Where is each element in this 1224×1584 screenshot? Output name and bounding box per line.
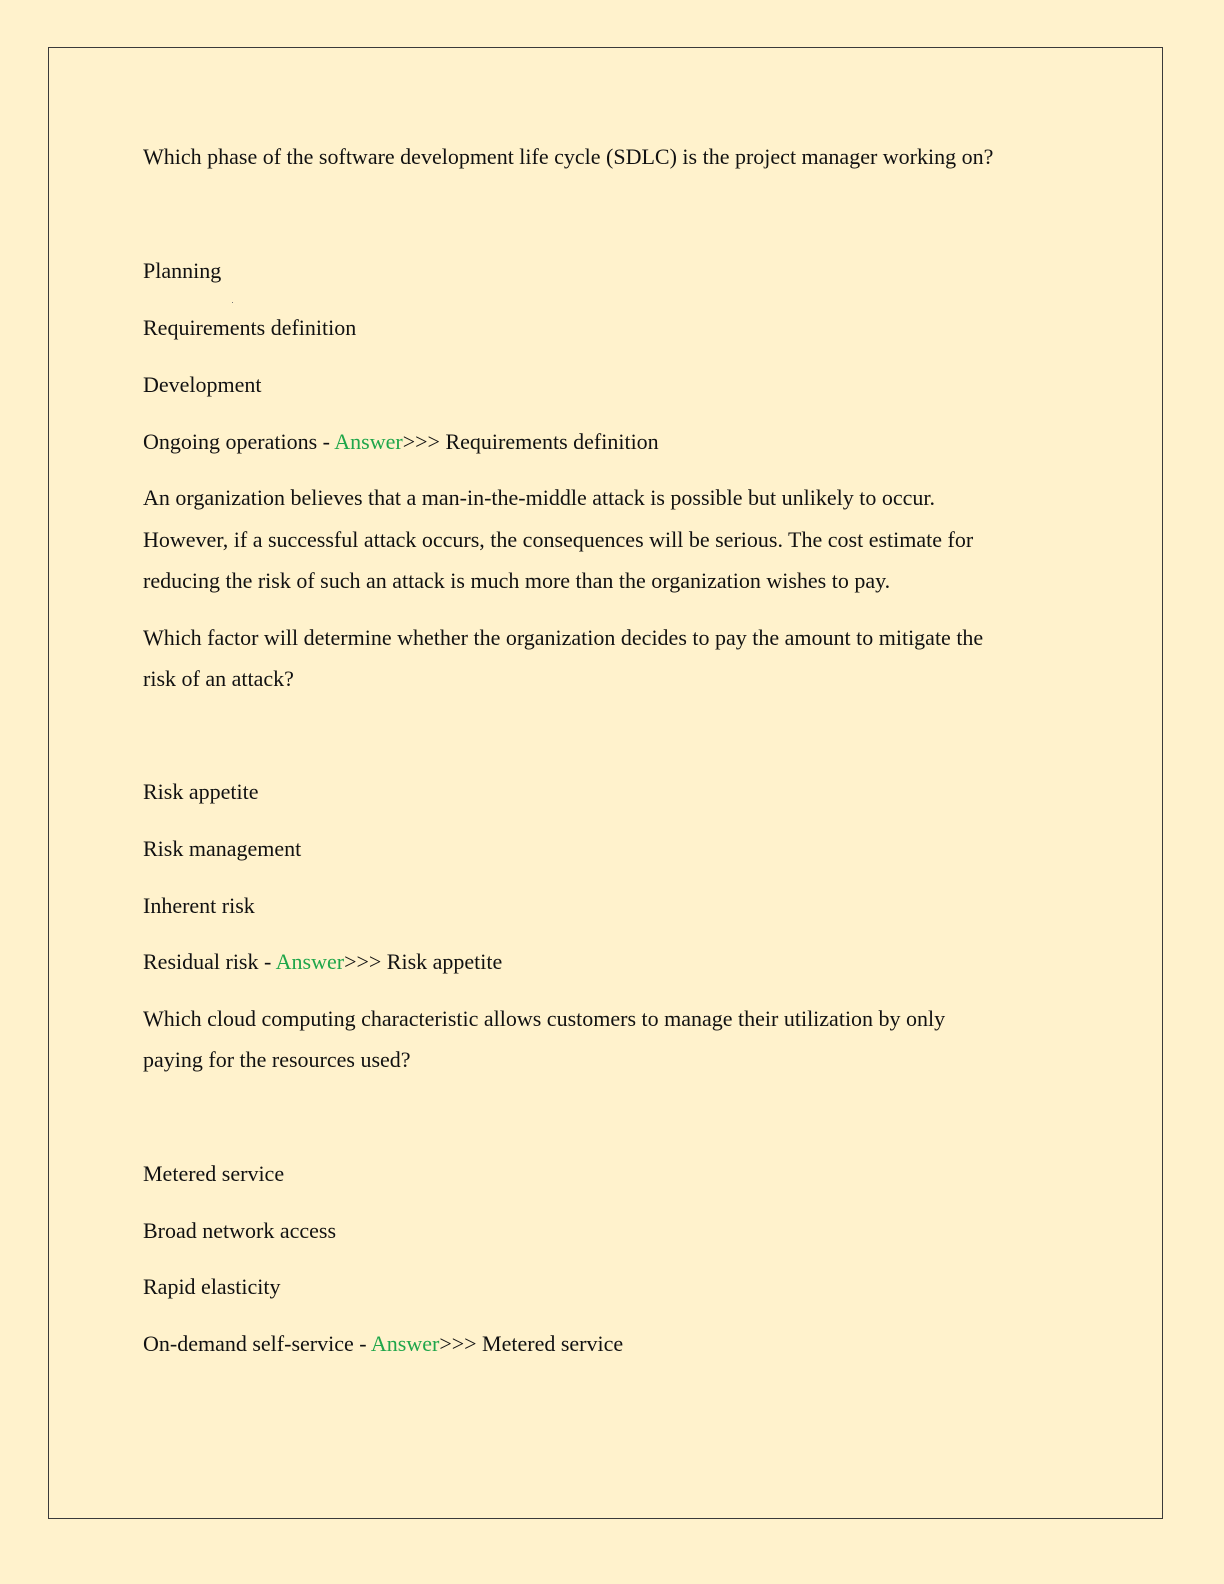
question-2-prompt-line-3: reducing the risk of such an attack is much more than the organization wishes to pay. [143,568,891,593]
question-2-option-1: Risk appetite [143,779,259,804]
answer-arrow: >>> [344,949,382,974]
answer-arrow: >>> [402,429,440,454]
question-2-prompt-line-2: However, if a successful attack occurs, the consequences will be serious. The cost estimate for [143,527,974,552]
question-2-prompt-line-5: risk of an attack? [143,666,294,691]
question-3-option-3: Rapid elasticity [143,1274,281,1299]
question-1-prompt-line-1: Which phase of the software development life cycle (SDLC) is the project manager working on? [143,144,994,169]
question-1-option-4: Ongoing operations [143,429,318,454]
question-2-option-2: Risk management [143,836,302,861]
question-3-prompt-line-2: paying for the resources used? [143,1047,411,1072]
answer-arrow: >>> [439,1331,477,1356]
question-2-prompt-line-4: Which factor will determine whether the organization decides to pay the amount to mitigate the [143,625,984,650]
question-2-option-4: Residual risk [143,949,259,974]
answer-label: Answer [370,1331,440,1356]
answer-label: Answer [334,429,403,454]
question-1-option-2: Requirements definition [143,315,357,340]
answer-separator: - [353,1331,371,1356]
question-3-option-4-with-answer [143,1331,623,1357]
answer-separator: - [258,949,276,974]
question-3-prompt-line-1: Which cloud computing characteristic allows customers to manage their utilization by only [143,1006,946,1031]
question-2-prompt-line-1: An organization believes that a man-in-the-middle attack is possible but unlikely to occur. [143,485,935,510]
question-1-option-1: Planning [143,258,222,283]
stray-mark [232,302,233,303]
question-1-option-3: Development [143,372,262,397]
question-2-answer-value: Risk appetite [386,949,503,974]
answer-separator: - [317,429,335,454]
question-2-option-3: Inherent risk [143,893,255,918]
question-1-answer-value: Requirements definition [445,429,659,454]
question-3-option-1: Metered service [143,1161,285,1186]
question-3-answer-value: Metered service [482,1331,624,1356]
answer-label: Answer [275,949,345,974]
question-2-option-4-with-answer [143,949,502,975]
question-1-option-4-with-answer [143,429,659,455]
question-3-option-2: Broad network access [143,1218,337,1243]
question-3-option-4: On-demand self-service [143,1331,354,1356]
